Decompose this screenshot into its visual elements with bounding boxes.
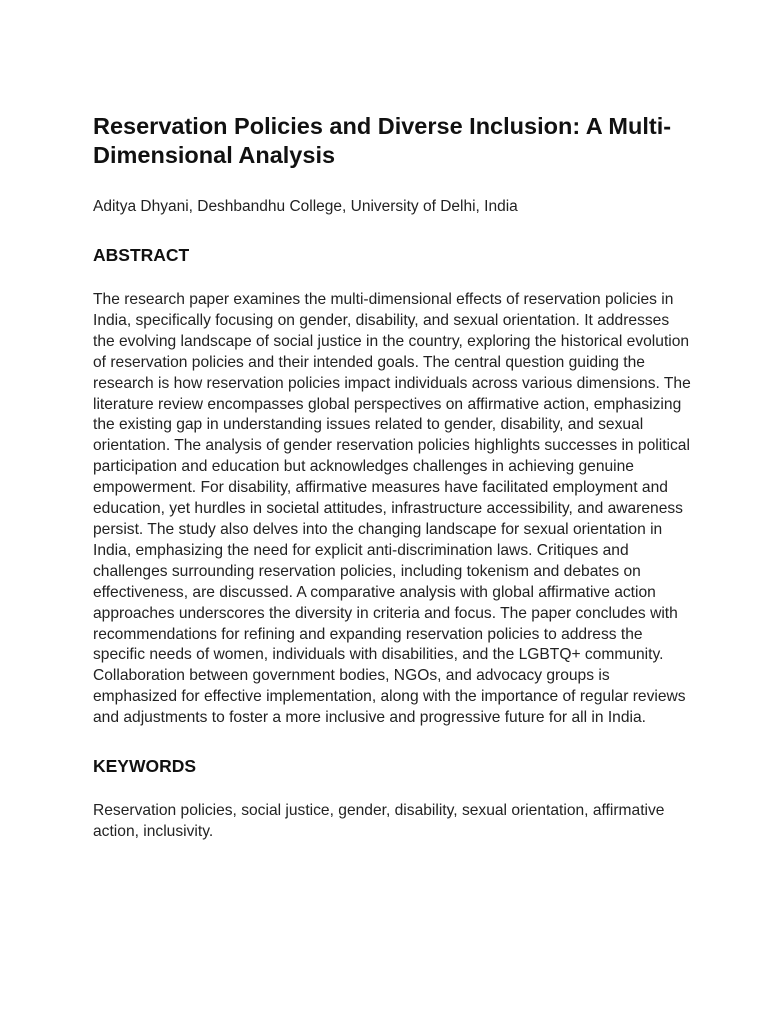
keywords-text: Reservation policies, social justice, gender, disability, sexual orientation, affirmative action, inclusivity. <box>93 802 665 840</box>
document-page <box>93 112 693 843</box>
abstract-text: The research paper examines the multi-dimensional effects of reservation policies in India, specifically focusing on gender, disability, and sexual orientation. It addresses the evolving landscape of social justice in the country, exploring the historical evolution of reservation policies and their intended goals. The central question guiding the research is how reservation policies impact individuals across various dimensions. The literature review encompasses global perspectives on affirmative action, emphasizing the existing gap in understanding issues related to gender, disability, and sexual orientation. The analysis of gender reservation policies highlights successes in political participation and education but acknowledges challenges in achieving genuine empowerment. For disability, affirmative measures have facilitated employment and education, yet hurdles in societal attitudes, infrastructure accessibility, and awareness persist. The study also delves into the changing landscape for sexual orientation in India, emphasizing the need for explicit anti-discrimination laws. Critiques and challenges surrounding reservation policies, including tokenism and debates on effectiveness, are discussed. A comparative analysis with global affirmative action approaches underscores the diversity in criteria and focus. The paper concludes with recommendations for refining and expanding reservation policies to address the specific needs of women, individuals with disabilities, and the LGBTQ+ community. Collaboration between government bodies, NGOs, and advocacy groups is emphasized for effective implementation, along with the importance of regular reviews and adjustments to foster a more inclusive and progressive future for all in India. <box>93 291 691 727</box>
keywords-heading: KEYWORDS <box>93 756 197 777</box>
abstract-heading: ABSTRACT <box>93 245 190 265</box>
author-affiliation: Aditya Dhyani, Deshbandhu College, University of Delhi, India <box>93 198 518 215</box>
paper-title: Reservation Policies and Diverse Inclusion: A Multi-Dimensional Analysis <box>93 113 672 168</box>
